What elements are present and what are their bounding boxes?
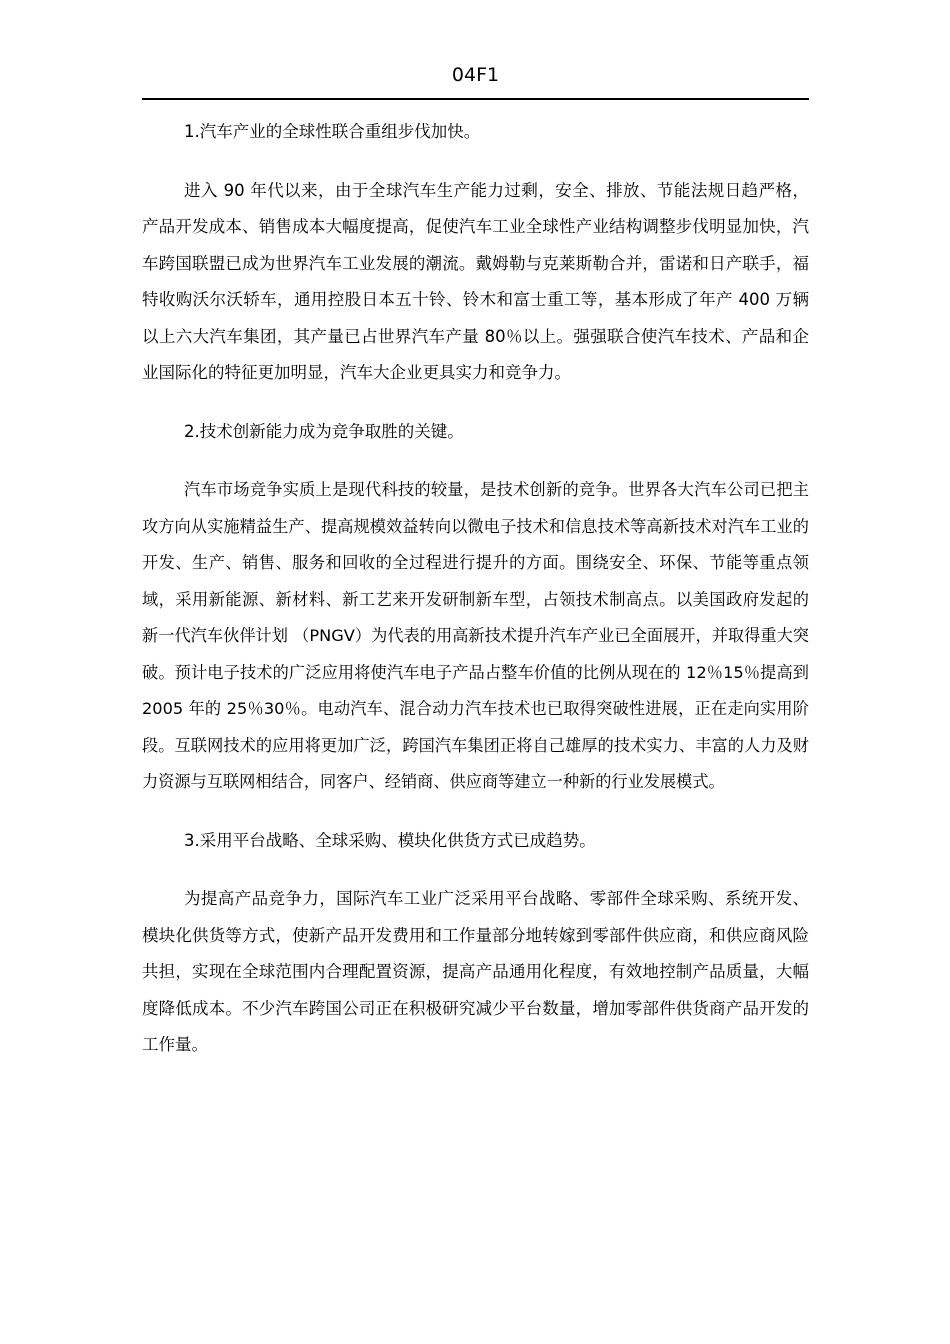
header-divider xyxy=(142,98,809,100)
section-paragraph-1: 进入 90 年代以来，由于全球汽车生产能力过剩，安全、排放、节能法规日趋严格，产品开发成本、销售成本大幅度提高，促使汽车工业全球性产业结构调整步伐明显加快，汽车跨国联盟已成为世界汽车工业发展的潮流。戴姆勒与克莱斯勒合并，雷诺和日产联手，福特收购沃尔沃轿车，通用控股日本五十铃、铃木和富士重工等，基本形成了年产 400 万辆以上六大汽车集团，其产量已占世界汽车产量 80％以上。强强联合使汽车技术、产品和企业国际化的特征更加明显，汽车大企业更具实力和竞争力。 xyxy=(142,180,809,382)
section-paragraph-3: 为提高产品竞争力，国际汽车工业广泛采用平台战略、零部件全球采购、系统开发、模块化供货等方式，使新产品开发费用和工作量部分地转嫁到零部件供应商，和供应商风险共担，实现在全球范围内合理配置资源，提高产品通用化程度，有效地控制产品质量，大幅度降低成本。不少汽车跨国公司正在积极研究减少平台数量，增加零部件供货商产品开发的工作量。 xyxy=(142,889,809,1054)
page-header-title: 04F1 xyxy=(451,64,500,86)
section-heading-2: 2.技术创新能力成为竞争取胜的关键。 xyxy=(184,421,464,441)
spacer xyxy=(142,859,809,881)
document-body xyxy=(142,114,809,1064)
section-heading-3: 3.采用平台战略、全球采购、模块化供货方式已成趋势。 xyxy=(184,830,596,850)
spacer xyxy=(142,450,809,472)
spacer xyxy=(142,151,809,173)
section-heading-1: 1.汽车产业的全球性联合重组步伐加快。 xyxy=(184,122,481,141)
spacer xyxy=(142,392,809,414)
spacer xyxy=(142,801,809,823)
section-paragraph-2: 汽车市场竞争实质上是现代科技的较量，是技术创新的竞争。世界各大汽车公司已把主攻方向从实施精益生产、提高规模效益转向以微电子技术和信息技术等高新技术对汽车工业的开发、生产、销售、服务和回收的全过程进行提升的方面。围绕安全、环保、节能等重点领域，采用新能源、新材料、新工艺来开发研制新车型，占领技术制高点。以美国政府发起的 新一代汽车伙伴计划 （PNGV）为代表的用高新技术提升汽车产业已全面展开，并取得重大突破。预计电子技术的广泛应用将使汽车电子产品占整车价值的比例从现在的 12％15％提高到 2005 年的 25％30％。电动汽车、混合动力汽车技术也已取得突破性进展，正在走向实用阶段。互联网技术的应用将更加广泛，跨国汽车集团正将自己雄厚的技术实力、丰富的人力及财力资源与互联网相结合，同客户、经销商、供应商等建立一种新的行业发展模式。 xyxy=(142,480,809,791)
